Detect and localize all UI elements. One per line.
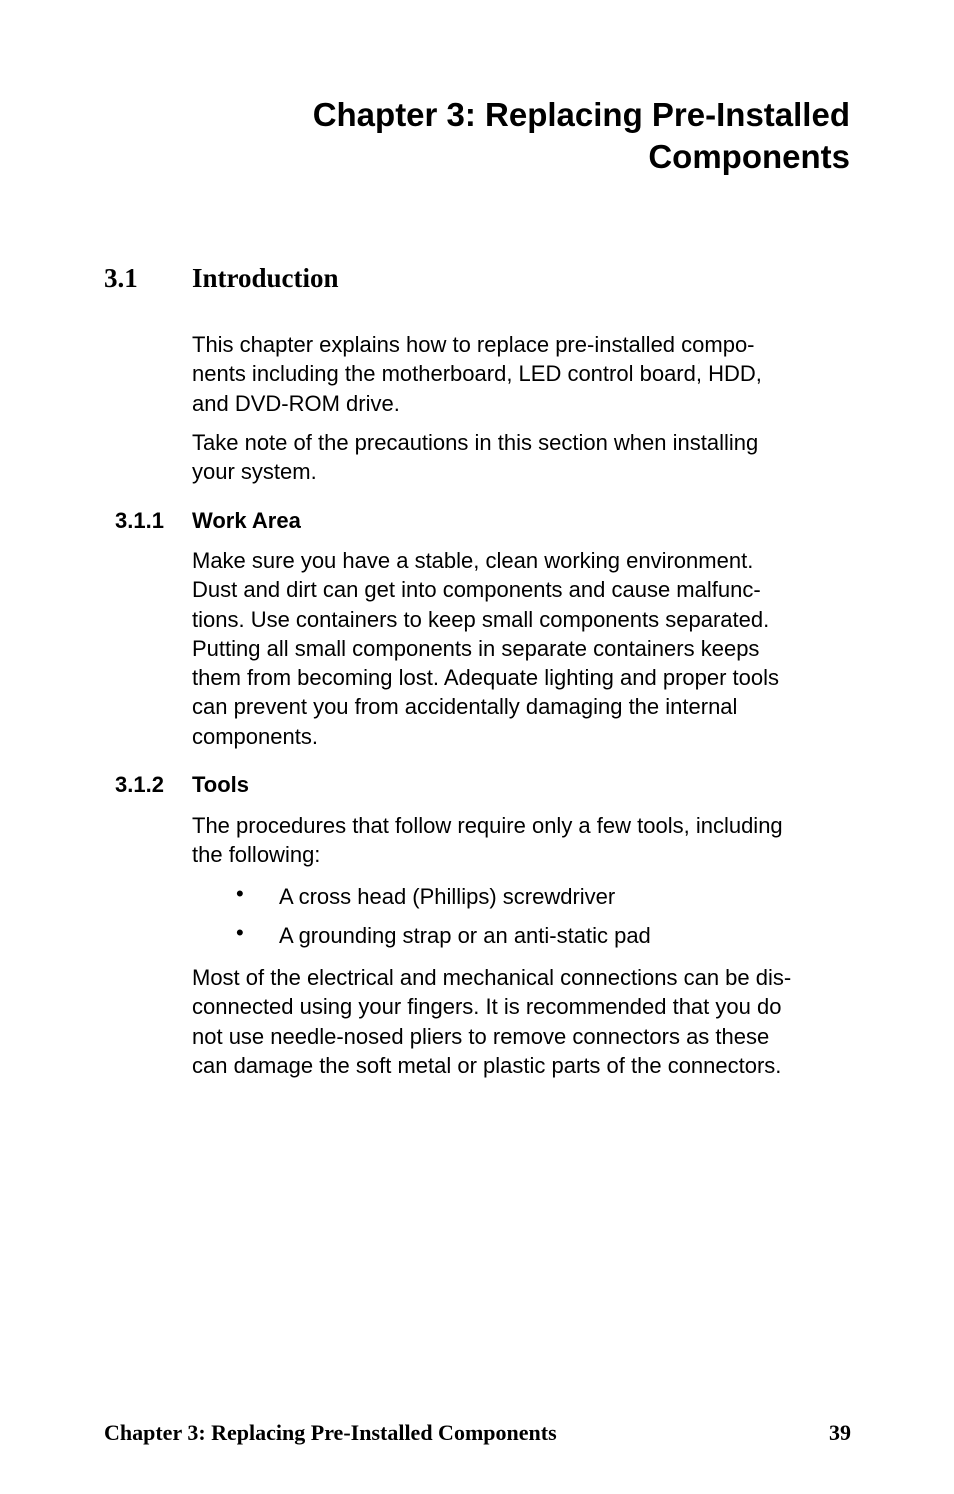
work-area-paragraph: Make sure you have a stable, clean working environment. Dust and dirt can get into components and cause malfunc- tions. Use containers to keep small components separated. Putting all small components in separate containers keeps them from becoming lost. Adequate lighting and proper tools can prevent you from accidentally damaging the internal components.	[192, 548, 780, 749]
tools-intro-paragraph: The procedures that follow require only a few tools, including the following:	[192, 813, 783, 868]
bullet-icon: •	[236, 920, 244, 945]
list-item	[192, 882, 857, 921]
chapter-title-line-2: Components	[648, 138, 850, 175]
list-item	[192, 921, 857, 960]
subsection-title: Tools	[192, 772, 250, 797]
chapter-title-line-1: Chapter 3: Replacing Pre-Installed	[312, 96, 850, 133]
page-footer	[104, 1418, 851, 1448]
chapter-title	[210, 94, 850, 178]
subsection-heading-work-area	[115, 507, 301, 535]
subsection-number: 3.1.2	[115, 772, 164, 797]
tools-closing-paragraph: Most of the electrical and mechanical connections can be dis- connected using your fingers. It is recommended that you do not use needle-nosed pliers to remove connectors as these can damage the soft metal or plastic parts of the connectors.	[192, 965, 792, 1078]
intro-paragraph-1: This chapter explains how to replace pre-installed compo- nents including the motherboard, LED control board, HDD, and DVD-ROM drive.	[192, 332, 762, 416]
list-item-text: A cross head (Phillips) screwdriver	[279, 884, 616, 909]
tools-list	[192, 882, 857, 960]
page-number: 39	[829, 1420, 851, 1445]
section-number: 3.1	[104, 263, 138, 293]
subsection-heading-tools	[115, 771, 249, 799]
intro-paragraph-2: Take note of the precautions in this section when installing your system.	[192, 430, 759, 485]
subsection-title: Work Area	[192, 508, 301, 533]
subsection-number: 3.1.1	[115, 508, 164, 533]
section-heading-introduction	[104, 262, 339, 294]
bullet-icon: •	[236, 881, 244, 906]
section-title: Introduction	[192, 263, 339, 293]
list-item-text: A grounding strap or an anti-static pad	[279, 923, 651, 948]
footer-title: Chapter 3: Replacing Pre-Installed Components	[104, 1420, 557, 1445]
